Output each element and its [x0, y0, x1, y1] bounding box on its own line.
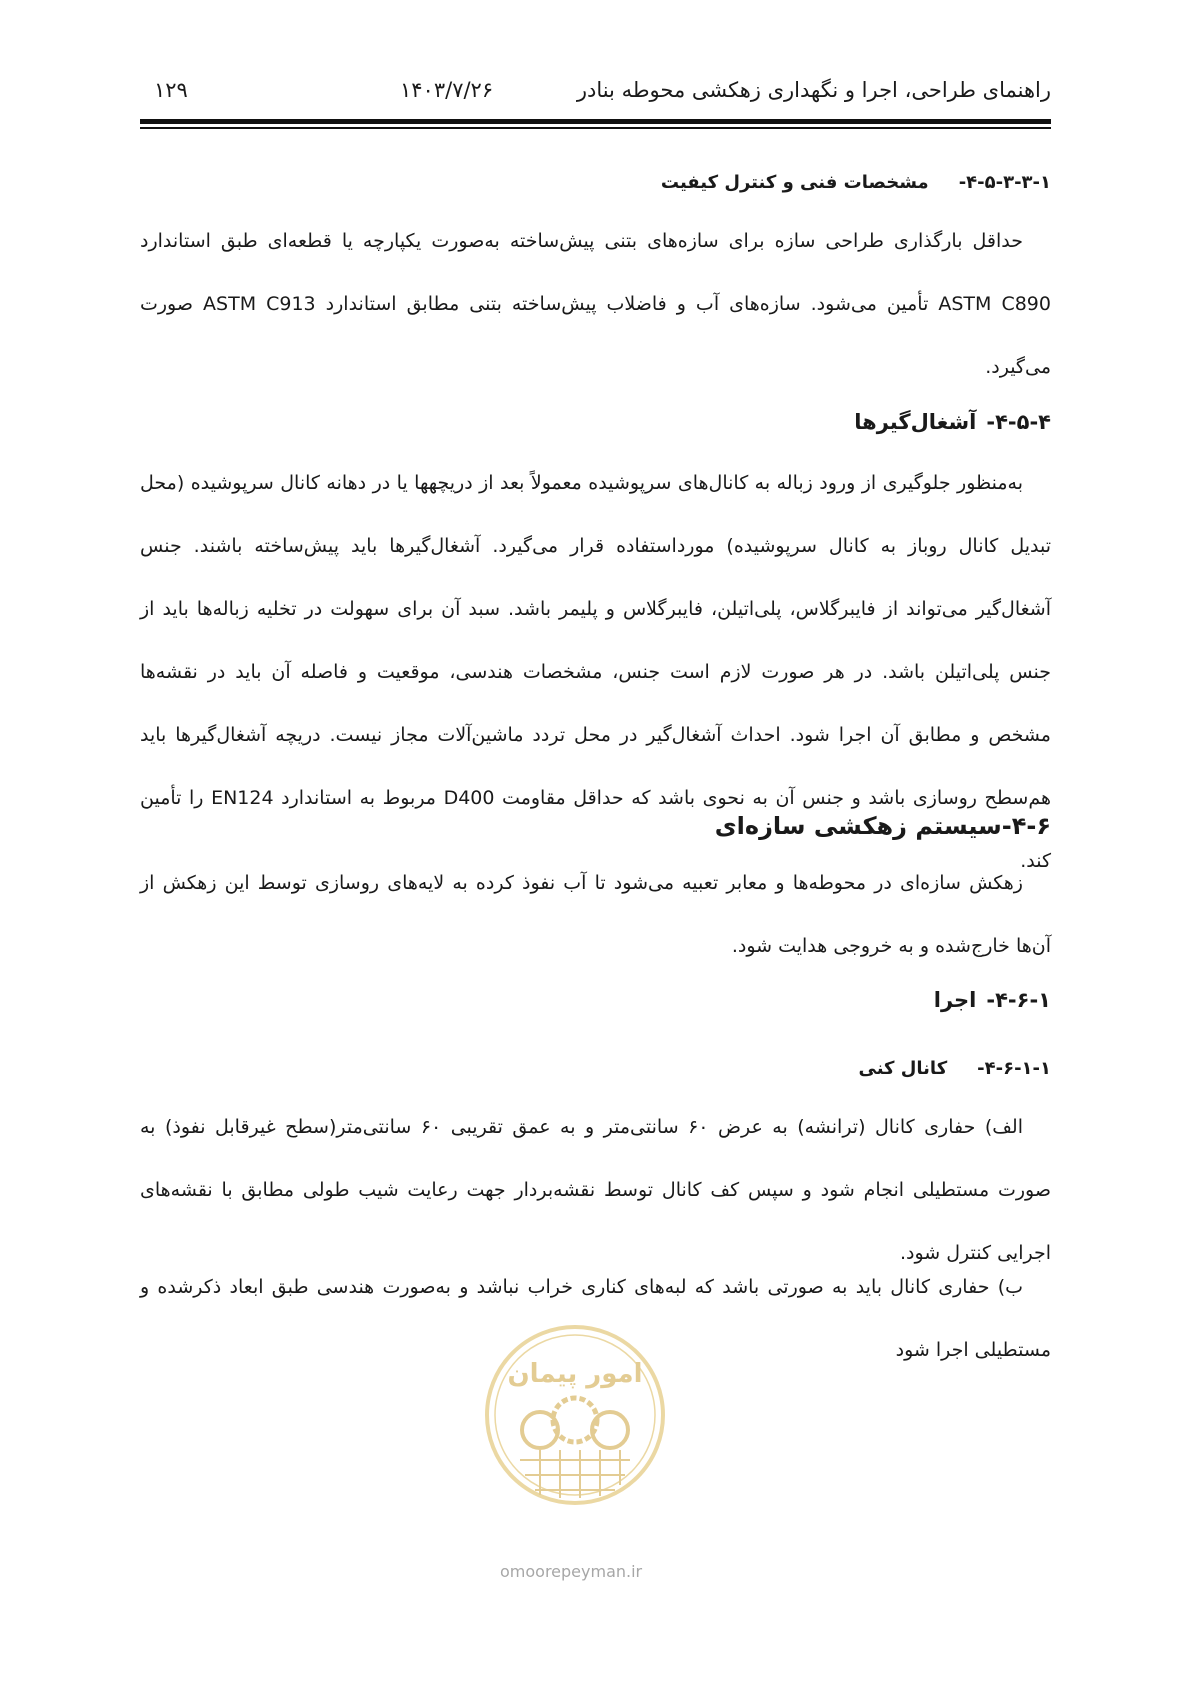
heading-title: آشغال‌گیرها: [854, 410, 977, 434]
heading-text: ۴-۶-سیستم زهکشی سازه‌ای: [714, 812, 1051, 840]
watermark-url: omoorepeyman.ir: [500, 1562, 643, 1581]
header-rule-thin: [140, 127, 1051, 129]
page-header: [140, 78, 1051, 112]
header-date: ۱۴۰۳/۷/۲۶: [400, 78, 494, 102]
svg-text:امور پیمان: امور پیمان: [507, 1359, 643, 1389]
paragraph-text: به‌منظور جلوگیری از ورود زباله به کانال‌های سرپوشیده معمولاً بعد از دریچهها یا در دهانه کانال سرپوشیده (محل تبدیل کانال روباز به کانال سرپوشیده) مورداستفاده قرار می‌گیرد. آشغال‌گیرها باید پیش‌ساخته باشند. جنس آشغال‌گیر می‌تواند از فایبرگلاس، پلی‌اتیلن، فایبرگلاس و پلیمر باشد. سبد آن برای سهولت در تخلیه زباله‌ها باید از جنس پلی‌اتیلن باشد. در هر صورت لازم است جنس، مشخصات هندسی، موقعیت و فاصله آن باید در نقشه‌ها مشخص و مطابق آن اجرا شود. احداث آشغال‌گیر در محل تردد ماشین‌آلات مجاز نیست. دریچه آشغال‌گیرها باید هم‌سطح روسازی باشد و جنس آن به نحوی باشد که حداقل مقاومت D400 مربوط به استاندارد EN124 را تأمین کند.: [140, 472, 1051, 872]
watermark-logo: [480, 1320, 670, 1510]
paragraph-text: ب) حفاری کانال باید به صورتی باشد که لبه‌های کناری خراب نباشد و به‌صورت هندسی طبق ابعاد ذکرشده و مستطیلی اجرا شود: [140, 1276, 1051, 1361]
heading-trenching: [140, 1058, 1051, 1079]
heading-title: اجرا: [933, 988, 977, 1012]
paragraph-text: الف) حفاری کانال (ترانشه) به عرض ۶۰ سانتی‌متر و به عمق تقریبی ۶۰ سانتی‌متر(سطح غیرقابل نفوذ) به صورت مستطیلی انجام شود و سپس کف کانال توسط نقشه‌بردار جهت رعایت شیب طولی مطابق با نقشه‌های اجرایی کنترل شود.: [140, 1116, 1051, 1264]
header-rule-thick: [140, 119, 1051, 124]
heading-title: کانال کنی: [858, 1058, 948, 1079]
heading-number: ۴-۵-۳-۳-۱-: [958, 172, 1051, 193]
heading-number: ۴-۶-۱-: [986, 988, 1051, 1012]
heading-structural-drainage: [140, 812, 1051, 840]
header-title: راهنمای طراحی، اجرا و نگهداری زهکشی محوطه بنادر: [576, 78, 1051, 102]
paragraph-text: زهکش سازه‌ای در محوطه‌ها و معابر تعبیه می‌شود تا آب نفوذ کرده به لایه‌های روسازی توسط این زهکش از آن‌ها خارج‌شده و به خروجی هدایت شود.: [140, 872, 1051, 957]
heading-number: ۴-۶-۱-۱-: [977, 1058, 1051, 1079]
heading-trash-racks: [140, 410, 1051, 434]
paragraph-text: حداقل بارگذاری طراحی سازه برای سازه‌های بتنی پیش‌ساخته به‌صورت یکپارچه یا قطعه‌ای طبق استاندارد ASTM C890 تأمین می‌شود. سازه‌های آب و فاضلاب پیش‌ساخته بتنی مطابق استاندارد ASTM C913 صورت می‌گیرد.: [140, 230, 1051, 378]
paragraph-structural-drainage: [140, 852, 1051, 978]
heading-title: مشخصات فنی و کنترل کیفیت: [660, 172, 929, 193]
heading-specs-quality-control: [140, 172, 1051, 193]
heading-execution: [140, 988, 1051, 1012]
paragraph-structure-loading: [140, 210, 1051, 399]
page-number: ۱۲۹: [154, 78, 188, 102]
heading-number: ۴-۵-۴-: [986, 410, 1051, 434]
